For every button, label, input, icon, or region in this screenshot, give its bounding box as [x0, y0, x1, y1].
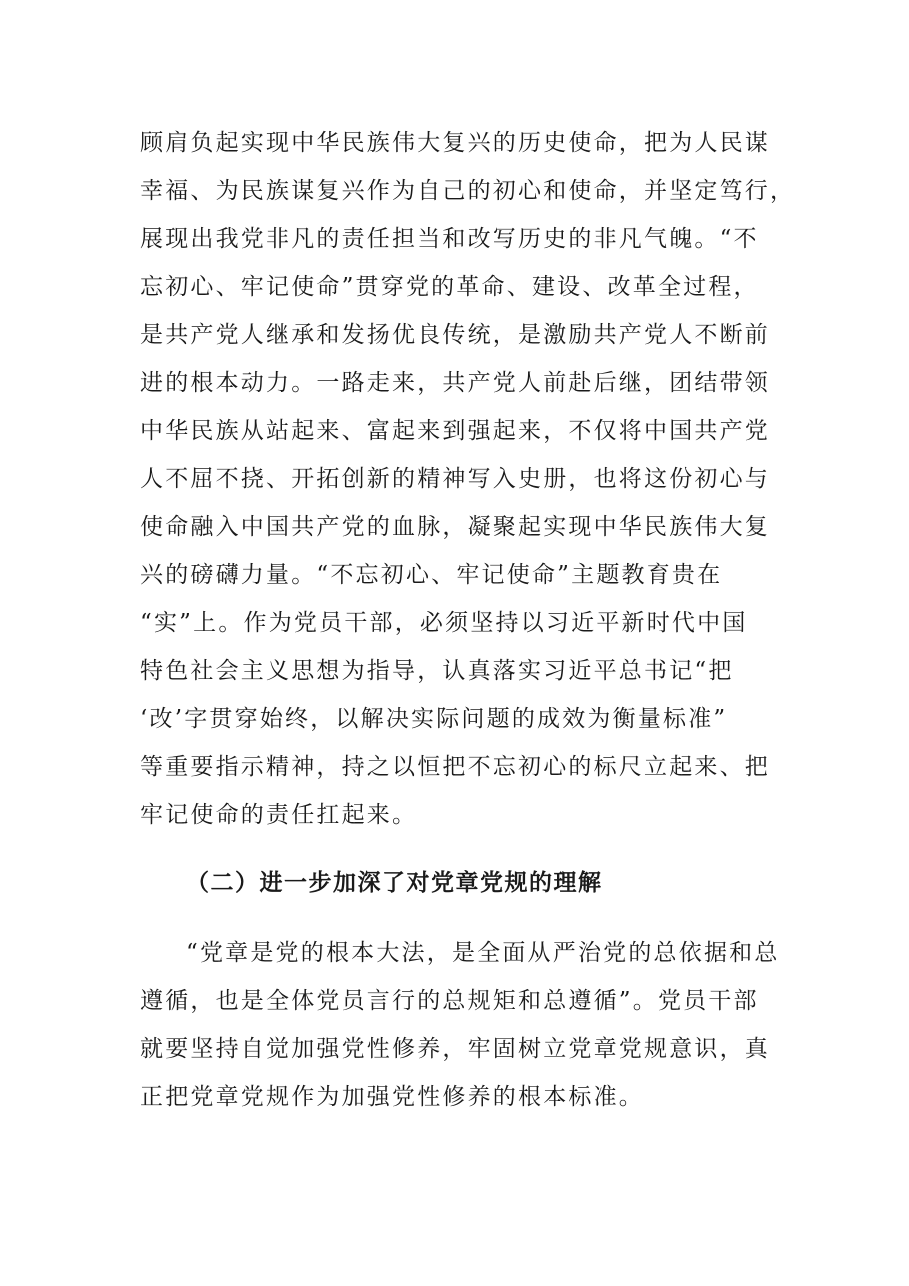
paragraph-1-line-5: 是共产党人继承和发扬优良传统，是激励共产党人不断前 [140, 322, 770, 348]
paragraph-1-line-8: 人不屈不挠、开拓创新的精神写入史册，也将这份初心与 [140, 466, 770, 492]
paragraph-2-line-3: 就要坚持自觉加强党性修养，牢固树立党章党规意识，真 [140, 1036, 770, 1062]
paragraph-1-line-9: 使命融入中国共产党的血脉，凝聚起实现中华民族伟大复 [140, 514, 770, 540]
paragraph-2-line-1: “党章是党的根本大法，是全面从严治党的总依据和总 [186, 940, 780, 966]
paragraph-1-line-7: 中华民族从站起来、富起来到强起来，不仅将中国共产党 [140, 418, 770, 444]
paragraph-1-line-12: 特色社会主义思想为指导，认真落实习近平总书记“把 [140, 658, 734, 684]
paragraph-2-line-4: 正把党章党规作为加强党性修养的根本标准。 [140, 1084, 644, 1110]
paragraph-1-line-1: 顾肩负起实现中华民族伟大复兴的历史使命，把为人民谋 [140, 130, 770, 156]
paragraph-1-line-11: “实”上。作为党员干部，必须坚持以习近平新时代中国 [140, 610, 748, 636]
paragraph-1-line-4: 忘初心、牢记使命”贯穿党的革命、建设、改革全过程， [140, 274, 759, 300]
paragraph-2-line-2: 遵循，也是全体党员言行的总规矩和总遵循”。党员干部 [140, 988, 759, 1014]
paragraph-1-line-6: 进的根本动力。一路走来，共产党人前赴后继，团结带领 [140, 370, 770, 396]
paragraph-1-line-13: ‘改’字贯穿始终，以解决实际问题的成效为衡量标准” [140, 706, 728, 732]
paragraph-1-line-2: 幸福、为民族谋复兴作为自己的初心和使命，并坚定笃行， [140, 178, 796, 204]
paragraph-1-line-15: 牢记使命的责任扛起来。 [140, 802, 418, 828]
paragraph-1-line-3: 展现出我党非凡的责任担当和改写历史的非凡气魄。“不 [140, 226, 759, 252]
paragraph-1-line-10: 兴的磅礴力量。“不忘初心、牢记使命”主题教育贵在 [140, 562, 723, 588]
section-heading: （二）进一步加深了对党章党规的理解 [186, 869, 603, 896]
paragraph-1-line-14: 等重要指示精神，持之以恒把不忘初心的标尺立起来、把 [140, 754, 770, 780]
